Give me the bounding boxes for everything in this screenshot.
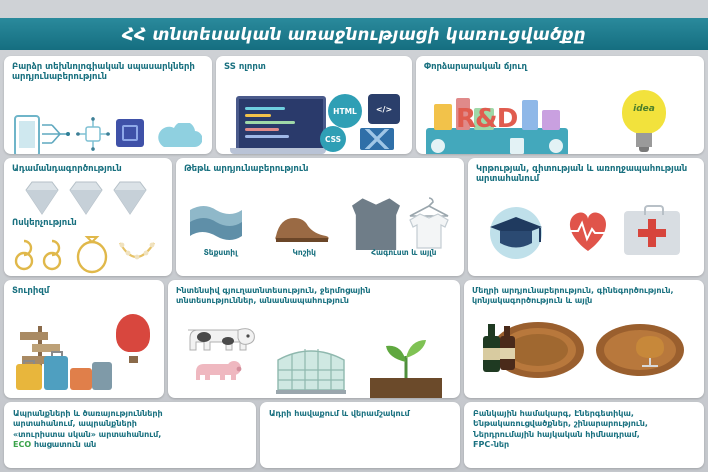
export-line-3: «տուրիստա սկան» արտահանում, <box>13 429 162 439</box>
shoe-icon <box>272 210 332 244</box>
card-agriculture-title: Ինտենսիվ գյուղատնտեսություն, ջերմոցային տնտեսություններ, անասնապահություն <box>176 286 371 305</box>
caption-shoes: Կոշիկ <box>292 248 317 258</box>
diamond-icon <box>22 180 152 216</box>
card-light-industry-art <box>176 174 464 260</box>
card-software-sector[interactable] <box>216 56 412 154</box>
card-waste-processing[interactable] <box>260 402 460 468</box>
waste-processing-line: Ադրի հավաքում և վերամշակում <box>269 409 410 418</box>
finance-line-2: Ենթակառուցվածքներ, շինարարություն, <box>473 419 648 429</box>
jewellery-art <box>4 229 172 275</box>
card-beverage-industry-art <box>464 306 704 382</box>
cloud-icon <box>154 123 202 149</box>
idea-label: idea <box>633 104 655 115</box>
card-finance-text <box>464 402 704 451</box>
light-industry-captions <box>176 248 464 257</box>
first-aid-kit-icon <box>624 211 680 255</box>
hot-air-balloon-icon <box>116 314 150 364</box>
card-tourism-art <box>4 296 164 394</box>
finance-line-1: Բանկային համակարգ, Էներգետիկա, <box>473 409 634 418</box>
card-research-development[interactable] <box>416 56 704 154</box>
card-software-sector-art <box>216 72 412 150</box>
page-title: ՀՀ տնտեսական առաջնությացի կառուցվածքը <box>122 24 586 44</box>
microchip-icon <box>116 119 144 147</box>
card-export[interactable] <box>4 402 256 468</box>
caption-textile: Տեքստիլ <box>203 248 238 258</box>
card-export-text <box>4 402 256 451</box>
lightbulb-icon <box>614 90 674 152</box>
card-finance-infrastructure[interactable] <box>464 402 704 468</box>
card-jewellery[interactable] <box>4 158 172 276</box>
caption-clothing: Հագուստ և այլն <box>371 248 437 258</box>
card-waste-processing-text <box>260 402 460 419</box>
page-header <box>0 18 708 50</box>
greenhouse-icon <box>272 340 350 396</box>
card-research-development-art <box>416 72 704 150</box>
card-jewellery-title: Ադամանդագործություն <box>12 164 122 174</box>
shirt-hanger-icon <box>404 194 454 252</box>
diamonds-art <box>4 174 172 216</box>
html-badge: HTML <box>328 94 362 128</box>
card-software-sector-title: SS ոլորտ <box>224 62 266 72</box>
brandy-barrel-icon <box>592 318 696 380</box>
card-education-health[interactable] <box>468 158 704 276</box>
card-tourism-title: Տուրիզմ <box>12 286 50 296</box>
export-line-4 <box>13 440 248 450</box>
card-research-development-title: Փորձարարական ճյուղ <box>424 62 527 72</box>
tshirt-icon <box>352 198 400 250</box>
css-badge: CSS <box>320 126 346 152</box>
heart-pulse-icon <box>562 207 614 255</box>
email-icon <box>360 128 394 150</box>
code-tag-badge: </> <box>368 94 400 124</box>
eco-label: ECO <box>13 440 32 450</box>
card-education-health-title: Կրթության, գիտության և առողջապահության արտահանում <box>476 164 688 185</box>
fabric-icon <box>188 200 244 248</box>
pig-icon <box>190 354 248 388</box>
card-beverage-industry-title: Մեղրի արդյունաբերություն, գինեգործություն, կոնյակագործություն և այլն <box>472 286 674 305</box>
sprout-icon <box>370 332 442 398</box>
ring-icon <box>12 235 162 275</box>
rd-logo-text: R&D <box>456 104 518 135</box>
card-high-tech-title: Բարձր տեխնոլոգիական սպասարկների արդյունաբերություն <box>12 62 195 83</box>
circuit-icon <box>76 117 110 151</box>
smartphone-icon <box>14 115 40 154</box>
card-beverage-industry[interactable] <box>464 280 704 398</box>
graduation-cap-icon <box>480 203 552 259</box>
finance-line-3: Ներդրումային հայկական հիմնադրամ, <box>473 429 640 439</box>
laptop-icon <box>230 96 326 154</box>
network-arrows-icon <box>40 119 70 149</box>
card-light-industry[interactable] <box>176 158 464 276</box>
card-education-health-art <box>468 185 704 267</box>
card-agriculture[interactable] <box>168 280 460 398</box>
export-line-1: Ապրանքների և ծառայությունների <box>13 409 163 418</box>
card-high-tech-art <box>4 83 212 154</box>
luggage-icon <box>12 348 116 392</box>
finance-line-4: FPC-ներ <box>473 440 510 450</box>
card-agriculture-art <box>168 306 460 386</box>
card-tourism[interactable] <box>4 280 164 398</box>
card-high-tech[interactable] <box>4 56 212 154</box>
export-line-4-rest: հացատուն ան <box>33 440 97 450</box>
card-light-industry-title: Թեթև արդյունաբերություն <box>184 164 309 174</box>
card-jewellery-subtitle: Ոսկերչություն <box>12 218 77 229</box>
export-line-2: արտահանում, ապրանքների <box>13 419 137 429</box>
oak-barrel-icon <box>472 316 592 380</box>
